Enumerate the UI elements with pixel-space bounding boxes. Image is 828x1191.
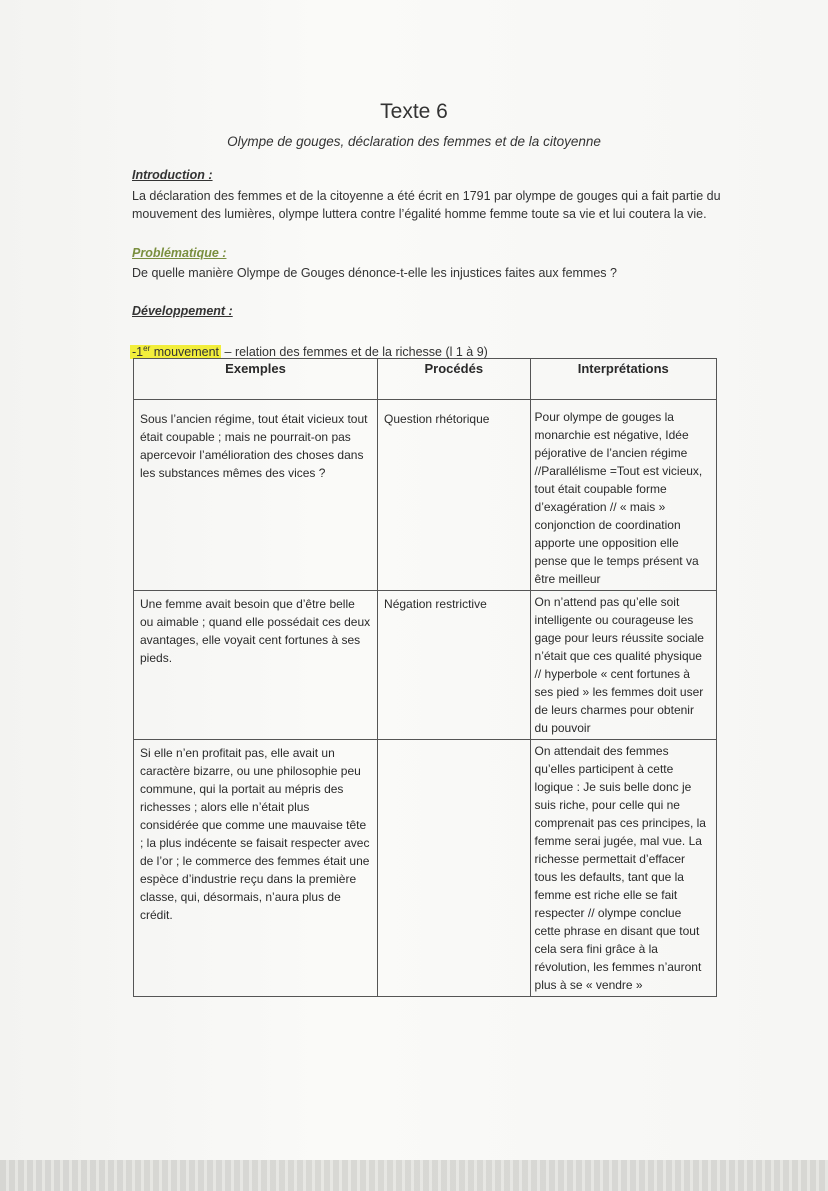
- problematique-label: Problématique :: [132, 246, 227, 260]
- document-subtitle: Olympe de gouges, déclaration des femmes et de la citoyenne: [227, 134, 601, 149]
- header-exemples: Exemples: [134, 359, 378, 400]
- header-interpretations: Interprétations: [530, 359, 716, 400]
- movement-highlight: -1er mouvement: [132, 344, 220, 360]
- document-title: Texte 6: [380, 100, 448, 123]
- cell-interpretation: On attendait des femmes qu’elles participent à cette logique : Je suis belle donc je suis riche, pour celle qui ne comprenait pas ces principes, la femme serai jugée, mal vue. La richesse permettait d’effacer tous les defaults, tant que la femme est riche elle se fait respecter // olympe conclue cette phrase en disant que tout cela sera fini grâce à la révolution, les femmes n’auront plus à se « vendre »: [530, 740, 716, 997]
- problematique-text: De quelle manière Olympe de Gouges dénonce-t-elle les injustices faites aux femmes ?: [132, 266, 617, 280]
- table-row: [134, 740, 717, 997]
- cell-interpretation: Pour olympe de gouges la monarchie est négative, Idée péjorative de l’ancien régime //Parallélisme =Tout est vicieux, tout était coupable forme d’exagération // « mais » conjonction de coordination apporte une opposition elle pense que le temps présent va être meilleur: [530, 400, 716, 591]
- binder-sleeve-edge: [0, 1160, 828, 1191]
- cell-procede: [378, 740, 530, 997]
- cell-procede: Négation restrictive: [378, 591, 530, 740]
- table-row: [134, 591, 717, 740]
- introduction-label: Introduction :: [132, 168, 213, 182]
- introduction-text: La déclaration des femmes et de la citoyenne a été écrit en 1791 par olympe de gouges qui a fait partie du mouvement des lumières, olympe luttera contre l’égalité homme femme toute sa vie et lui coutera la vie.: [132, 189, 721, 221]
- cell-exemple: Sous l’ancien régime, tout était vicieux tout était coupable ; mais ne pourrait-on pas apercevoir l’amélioration des choses dans les substances mêmes des vices ?: [134, 400, 378, 591]
- analysis-table: [133, 358, 717, 997]
- cell-exemple: Une femme avait besoin que d’être belle ou aimable ; quand elle possédait ces deux avantages, elle voyait cent fortunes à ses pieds.: [134, 591, 378, 740]
- movement-heading: -1er mouvement – relation des femmes et de la richesse (l 1 à 9): [132, 344, 488, 360]
- table-row: [134, 400, 717, 591]
- developpement-label: Développement :: [132, 304, 233, 318]
- cell-exemple: Si elle n’en profitait pas, elle avait un caractère bizarre, ou une philosophie peu commune, qui la portait au mépris des richesses ; alors elle n’était plus considérée que comme une mauvaise tête ; la plus indécente se faisait respecter avec de l’or ; le commerce des femmes était une espèce d’industrie reçu dans la première classe, qui, désormais, n’aura plus de crédit.: [134, 740, 378, 997]
- header-procedes: Procédés: [378, 359, 530, 400]
- cell-interpretation: On n’attend pas qu’elle soit intelligente ou courageuse les gage pour leurs réussite sociale n’était que ces qualité physique // hyperbole « cent fortunes à ses pied » les femmes doit user de leurs charmes pour obtenir du pouvoir: [530, 591, 716, 740]
- table-header-row: [134, 359, 717, 400]
- cell-procede: Question rhétorique: [378, 400, 530, 591]
